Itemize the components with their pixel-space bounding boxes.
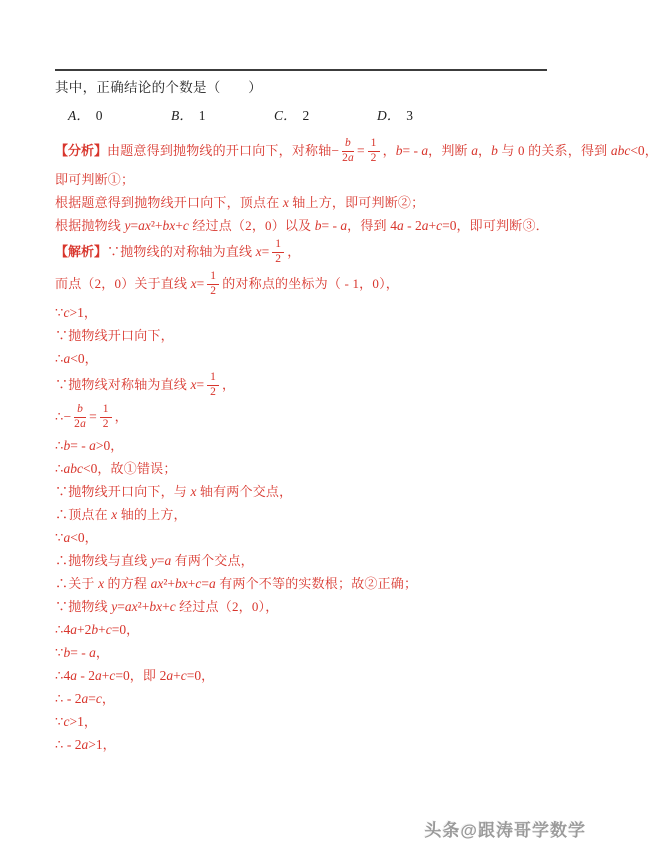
option-d-value: 3 (406, 108, 413, 123)
solution-line: ∵抛物线对称轴为直线 x= $\frac{1}{2}$ ， (55, 371, 236, 398)
solution-line: ∴关于 x 的方程 ax²+bx+c=a 有两个不等的实数根；故②正确； (55, 576, 418, 591)
option-d-letter: D． (377, 108, 401, 123)
solution-line: ∴− $\frac{b}{2a}$ = $\frac{1}{2}$ ， (55, 403, 128, 430)
solution-line: ∵c>1， (55, 305, 98, 320)
solution-line: ∵抛物线开口向下，与 x 轴有两个交点， (55, 484, 293, 499)
solution-line: ∴ - 2a=c， (55, 691, 116, 706)
solution-line: 【分析】由题意得到抛物线的开口向下，对称轴− $\frac{b}{2a}$ = $\frac{1}{2}$ ，b= - a，判断 a，b 与 0 的关系，得到 abc<0， (55, 137, 658, 164)
solution-line: ∴抛物线与直线 y=a 有两个交点， (55, 553, 254, 568)
fraction: $\frac{1}{2}$ (368, 138, 380, 164)
option-b-value: 1 (198, 108, 206, 123)
option-d (377, 107, 480, 125)
fraction: $\frac{1}{2}$ (207, 372, 219, 398)
option-a (68, 107, 171, 125)
solution-line: 即可判断①； (55, 172, 135, 187)
solution-line: 根据题意得到抛物线开口向下，顶点在 x 轴上方，即可判断②； (55, 195, 425, 210)
option-b-letter: B． (171, 108, 193, 123)
solution-line: ∴b= - a>0， (55, 438, 124, 453)
solution-line: ∴ - 2a>1， (55, 737, 116, 752)
option-c-value: 2 (302, 108, 310, 123)
solution-line: ∴4a - 2a+c=0，即 2a+c=0， (55, 668, 215, 683)
solution-line: ∵抛物线 y=ax²+bx+c 经过点（2，0）， (55, 599, 279, 614)
section-divider (55, 69, 547, 71)
options-row (68, 107, 600, 125)
toutiao-watermark: 头条@跟涛哥学数学 (424, 821, 586, 840)
solution-line: 【解析】∵抛物线的对称轴为直线 x= $\frac{1}{2}$ ， (55, 238, 301, 265)
option-a-value: 0 (95, 108, 103, 123)
option-c-letter: C． (274, 108, 297, 123)
solution-line: ∴a<0， (55, 351, 98, 366)
option-c (274, 107, 377, 125)
solution-line: 而点（2，0）关于直线 x= $\frac{1}{2}$ 的对称点的坐标为（ - 1，0）， (55, 270, 399, 297)
solution-line: ∵抛物线开口向下， (55, 328, 174, 343)
option-a-letter: A． (68, 108, 90, 123)
option-b (171, 107, 274, 125)
solution-line: ∴4a+2b+c=0， (55, 622, 140, 637)
solution-line: 根据抛物线 y=ax²+bx+c 经过点（2，0）以及 b= - a，得到 4a - 2a+c=0，即可判断③． (55, 218, 549, 233)
solution-line: ∵a<0， (55, 530, 98, 545)
fraction: $\frac{b}{2a}$ (74, 403, 87, 430)
fraction: $\frac{1}{2}$ (100, 404, 112, 430)
solution-line: ∵c>1， (55, 714, 98, 729)
solution-line: ∴顶点在 x 轴的上方， (55, 507, 187, 522)
fraction: $\frac{b}{2a}$ (342, 137, 354, 164)
question-stem: 其中，正确结论的个数是（ ） (55, 80, 262, 95)
solution-line: ∴abc<0，故①错误； (55, 461, 177, 476)
solution-lines (55, 137, 658, 753)
fraction: $\frac{1}{2}$ (207, 271, 219, 297)
solution-line: ∵b= - a， (55, 645, 110, 660)
fraction: $\frac{1}{2}$ (272, 239, 284, 265)
